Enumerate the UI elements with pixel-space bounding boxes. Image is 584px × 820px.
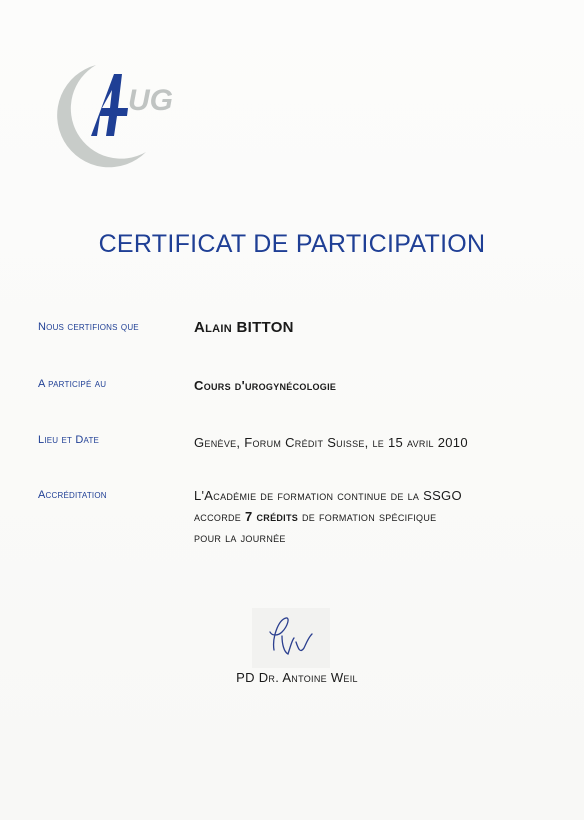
aug-logo [34,60,204,170]
accreditation-line-2: accorde 7 crédits de formation spécifique [194,509,437,524]
place-date: Genève, Forum Crédit Suisse, le 15 avril 2010 [194,435,468,450]
field-label-accreditation: Accréditation [38,489,107,501]
field-label-place-date: Lieu et Date [38,434,100,446]
participant-name: Alain BITTON [194,319,294,336]
course-name: Cours d'urogynécologie [194,378,337,393]
field-label-certify: Nous certifions que [38,321,139,333]
accreditation-line-1: L'Académie de formation continue de la SSGO [194,488,462,503]
credits-count: 7 crédits [245,509,299,524]
signatory-name: PD Dr. Antoine Weil [236,670,358,685]
field-label-participated: A participé au [38,378,107,390]
accreditation-text [194,485,462,548]
handwritten-signature [252,608,330,668]
svg-text:UG: UG [128,84,173,117]
accreditation-line-3: pour la journée [194,530,286,545]
certificate-title: CERTIFICAT DE PARTICIPATION [98,230,486,258]
